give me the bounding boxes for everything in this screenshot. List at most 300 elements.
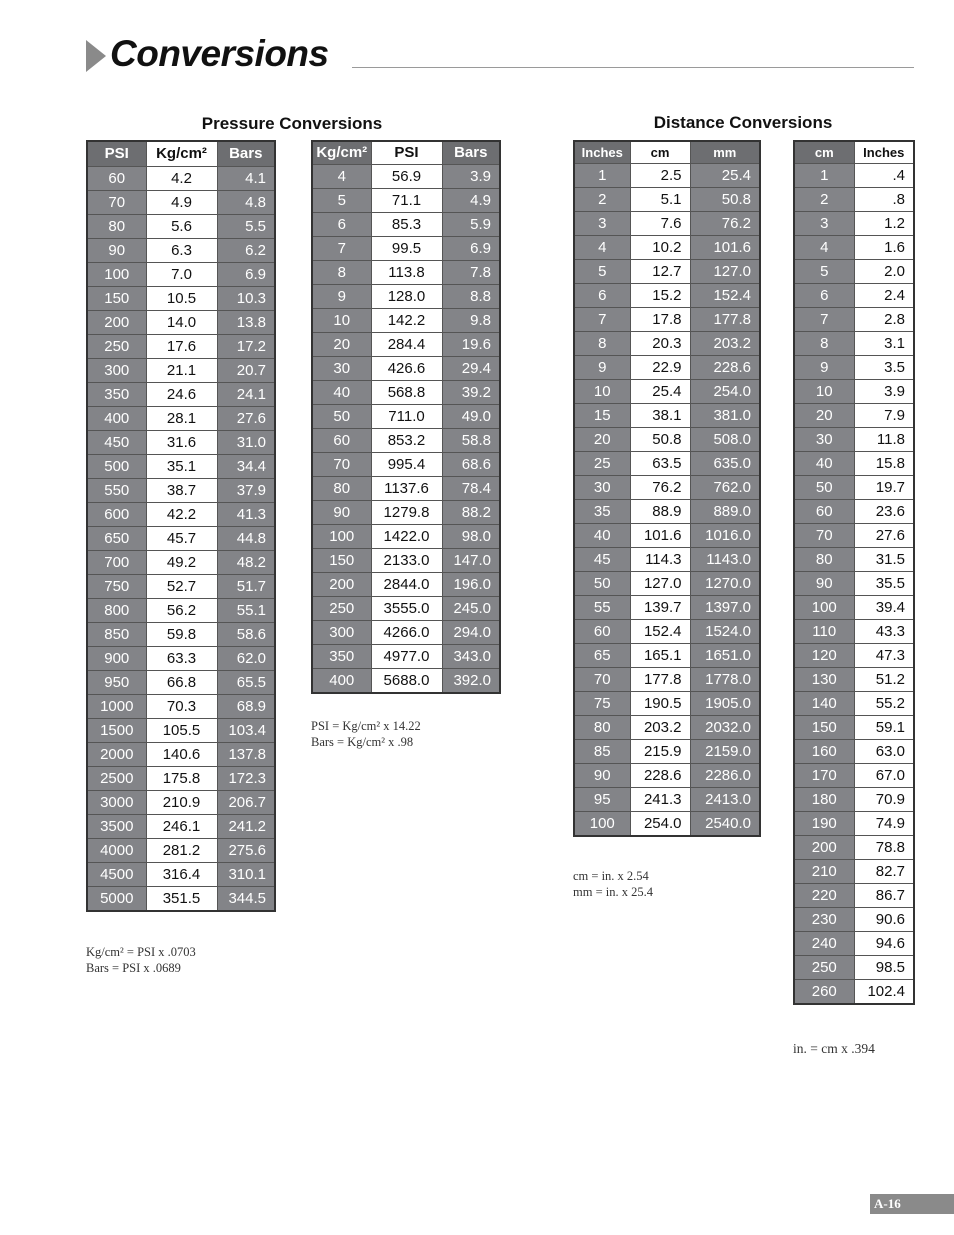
table-cell: 344.5	[217, 886, 275, 911]
table-row	[312, 668, 500, 693]
table-cell: 7	[312, 236, 371, 260]
table-cell: 568.8	[371, 380, 442, 404]
table-cell: 300	[87, 358, 146, 382]
table-cell: 8	[574, 331, 630, 355]
pressure-section-title: Pressure Conversions	[201, 114, 383, 133]
table-row	[87, 838, 275, 862]
table-row	[794, 499, 914, 523]
table-row	[312, 332, 500, 356]
table-cell: 3000	[87, 790, 146, 814]
table-row	[87, 454, 275, 478]
table-cell: 254.0	[690, 379, 760, 403]
table-row	[87, 598, 275, 622]
table-cell: 2032.0	[690, 715, 760, 739]
table-cell: 45.7	[146, 526, 217, 550]
table-row	[574, 307, 760, 331]
table-cell: 350	[312, 644, 371, 668]
table-cell: 4.9	[146, 190, 217, 214]
column-header: Bars	[442, 141, 500, 164]
table-row	[574, 475, 760, 499]
table-cell: 60	[794, 499, 854, 523]
table-cell: 5	[574, 259, 630, 283]
table-cell: 95	[574, 787, 630, 811]
table-cell: 38.1	[630, 403, 690, 427]
table-cell: 350	[87, 382, 146, 406]
cm-formula-note: in. = cm x .394	[793, 1041, 875, 1056]
table-row	[794, 763, 914, 787]
table-cell: 76.2	[690, 211, 760, 235]
table-cell: 3.5	[854, 355, 914, 379]
table-cell: 85	[574, 739, 630, 763]
table-cell: 88.9	[630, 499, 690, 523]
column-header: Kg/cm²	[146, 141, 217, 166]
table-row	[312, 212, 500, 236]
table-cell: 3	[794, 211, 854, 235]
table-cell: 110	[794, 619, 854, 643]
table-cell: 34.4	[217, 454, 275, 478]
table-cell: 5.5	[217, 214, 275, 238]
table-row	[312, 572, 500, 596]
table-cell: 150	[87, 286, 146, 310]
table-cell: 137.8	[217, 742, 275, 766]
table-cell: 7.6	[630, 211, 690, 235]
table-cell: 426.6	[371, 356, 442, 380]
table-row	[794, 451, 914, 475]
table-cell: 2.0	[854, 259, 914, 283]
table-cell: 70	[87, 190, 146, 214]
column-header: Inches	[574, 141, 630, 163]
table-cell: 800	[87, 598, 146, 622]
table-row	[87, 286, 275, 310]
table-cell: 71.1	[371, 188, 442, 212]
table-cell: 1905.0	[690, 691, 760, 715]
column-header: Bars	[217, 141, 275, 166]
table-cell: 68.9	[217, 694, 275, 718]
table-row	[312, 596, 500, 620]
table-row	[87, 190, 275, 214]
table-row	[87, 238, 275, 262]
table-row	[574, 715, 760, 739]
table-row	[794, 259, 914, 283]
page-header	[86, 34, 914, 74]
table-cell: 1397.0	[690, 595, 760, 619]
table-row	[312, 284, 500, 308]
table-cell: 3555.0	[371, 596, 442, 620]
table-cell: 67.0	[854, 763, 914, 787]
table-cell: .4	[854, 163, 914, 187]
psi-conversion-table	[86, 140, 276, 912]
table-cell: 1279.8	[371, 500, 442, 524]
column-header: PSI	[371, 141, 442, 164]
table-row	[574, 763, 760, 787]
table-row	[87, 814, 275, 838]
table-cell: 5688.0	[371, 668, 442, 693]
table-row	[312, 308, 500, 332]
table-cell: 15.8	[854, 451, 914, 475]
table-cell: 2.8	[854, 307, 914, 331]
table-cell: 175.8	[146, 766, 217, 790]
kgcm2-formula-note: PSI = Kg/cm² x 14.22 Bars = Kg/cm² x .98	[311, 719, 421, 749]
table-row	[794, 163, 914, 187]
table-row	[574, 523, 760, 547]
table-cell: 120	[794, 643, 854, 667]
table-cell: 20	[574, 427, 630, 451]
table-row	[574, 259, 760, 283]
table-cell: 177.8	[690, 307, 760, 331]
table-cell: 70	[794, 523, 854, 547]
table-cell: 70	[574, 667, 630, 691]
table-cell: 86.7	[854, 883, 914, 907]
table-cell: 9	[794, 355, 854, 379]
table-cell: 50.8	[690, 187, 760, 211]
table-row	[574, 643, 760, 667]
table-cell: 190.5	[630, 691, 690, 715]
table-cell: 35	[574, 499, 630, 523]
table-row	[574, 811, 760, 836]
table-cell: 9.8	[442, 308, 500, 332]
table-cell: 55.1	[217, 598, 275, 622]
table-cell: 10.2	[630, 235, 690, 259]
title-arrow-icon	[86, 40, 106, 72]
table-cell: 66.8	[146, 670, 217, 694]
table-cell: 1137.6	[371, 476, 442, 500]
kgcm2-conversion-table	[311, 140, 501, 694]
table-row	[574, 355, 760, 379]
table-cell: 65.5	[217, 670, 275, 694]
table-cell: 2	[574, 187, 630, 211]
table-cell: 4266.0	[371, 620, 442, 644]
table-cell: 98.5	[854, 955, 914, 979]
table-cell: 10	[574, 379, 630, 403]
table-cell: 99.5	[371, 236, 442, 260]
table-cell: 203.2	[690, 331, 760, 355]
table-cell: 30	[574, 475, 630, 499]
table-cell: 5.1	[630, 187, 690, 211]
column-header: PSI	[87, 141, 146, 166]
table-cell: 7.0	[146, 262, 217, 286]
table-cell: 200	[87, 310, 146, 334]
table-cell: 150	[312, 548, 371, 572]
table-cell: 139.7	[630, 595, 690, 619]
distance-section-title: Distance Conversions	[653, 113, 833, 132]
table-cell: 200	[794, 835, 854, 859]
column-header: cm	[794, 141, 854, 163]
table-cell: 260	[794, 979, 854, 1004]
table-row	[87, 310, 275, 334]
table-cell: 41.3	[217, 502, 275, 526]
table-cell: 27.6	[854, 523, 914, 547]
table-row	[794, 811, 914, 835]
table-cell: 392.0	[442, 668, 500, 693]
table-cell: 310.1	[217, 862, 275, 886]
table-cell: 2.5	[630, 163, 690, 187]
table-cell: 51.2	[854, 667, 914, 691]
table-row	[87, 742, 275, 766]
table-cell: 100	[574, 811, 630, 836]
table-cell: 80	[574, 715, 630, 739]
table-cell: 1.6	[854, 235, 914, 259]
table-row	[794, 427, 914, 451]
table-cell: 281.2	[146, 838, 217, 862]
table-cell: 2	[794, 187, 854, 211]
table-cell: 5000	[87, 886, 146, 911]
table-cell: 10	[794, 379, 854, 403]
table-cell: 196.0	[442, 572, 500, 596]
table-cell: 85.3	[371, 212, 442, 236]
table-cell: 1651.0	[690, 643, 760, 667]
table-cell: 50	[794, 475, 854, 499]
table-cell: 2286.0	[690, 763, 760, 787]
table-cell: 220	[794, 883, 854, 907]
table-cell: 850	[87, 622, 146, 646]
table-cell: 51.7	[217, 574, 275, 598]
table-cell: 88.2	[442, 500, 500, 524]
table-cell: 101.6	[690, 235, 760, 259]
table-cell: 98.0	[442, 524, 500, 548]
table-row	[87, 622, 275, 646]
table-cell: 31.0	[217, 430, 275, 454]
table-row	[574, 499, 760, 523]
table-cell: 4000	[87, 838, 146, 862]
table-cell: 10.5	[146, 286, 217, 310]
table-cell: 2000	[87, 742, 146, 766]
table-cell: 700	[87, 550, 146, 574]
table-cell: 3	[574, 211, 630, 235]
table-cell: 5.6	[146, 214, 217, 238]
table-row	[794, 883, 914, 907]
table-row	[87, 766, 275, 790]
table-cell: 711.0	[371, 404, 442, 428]
table-cell: 58.6	[217, 622, 275, 646]
table-cell: 241.3	[630, 787, 690, 811]
table-row	[87, 358, 275, 382]
cm-conversion-table	[793, 140, 915, 1005]
table-cell: 1143.0	[690, 547, 760, 571]
table-cell: 1422.0	[371, 524, 442, 548]
table-cell: 11.8	[854, 427, 914, 451]
table-row	[312, 452, 500, 476]
table-cell: 24.1	[217, 382, 275, 406]
table-cell: 250	[87, 334, 146, 358]
table-cell: 381.0	[690, 403, 760, 427]
table-cell: 48.2	[217, 550, 275, 574]
table-cell: 50	[312, 404, 371, 428]
table-cell: 241.2	[217, 814, 275, 838]
table-cell: 75	[574, 691, 630, 715]
table-cell: 4	[794, 235, 854, 259]
table-cell: 142.2	[371, 308, 442, 332]
table-row	[794, 235, 914, 259]
table-row	[312, 380, 500, 404]
table-row	[794, 475, 914, 499]
table-cell: 762.0	[690, 475, 760, 499]
table-row	[794, 643, 914, 667]
table-row	[794, 571, 914, 595]
table-cell: 8.8	[442, 284, 500, 308]
table-cell: 80	[312, 476, 371, 500]
table-cell: 23.6	[854, 499, 914, 523]
table-row	[87, 862, 275, 886]
table-row	[87, 478, 275, 502]
table-cell: 52.7	[146, 574, 217, 598]
table-cell: 343.0	[442, 644, 500, 668]
table-cell: 28.1	[146, 406, 217, 430]
table-cell: 127.0	[630, 571, 690, 595]
table-cell: 4.8	[217, 190, 275, 214]
table-cell: 508.0	[690, 427, 760, 451]
table-cell: 6	[574, 283, 630, 307]
table-row	[574, 667, 760, 691]
table-cell: 1778.0	[690, 667, 760, 691]
table-cell: 294.0	[442, 620, 500, 644]
table-cell: 47.3	[854, 643, 914, 667]
table-cell: 30	[794, 427, 854, 451]
table-cell: 31.6	[146, 430, 217, 454]
table-row	[87, 406, 275, 430]
table-cell: 25.4	[690, 163, 760, 187]
table-cell: 31.5	[854, 547, 914, 571]
table-cell: 240	[794, 931, 854, 955]
table-cell: 254.0	[630, 811, 690, 836]
table-row	[794, 955, 914, 979]
table-cell: 130	[794, 667, 854, 691]
table-cell: 15.2	[630, 283, 690, 307]
table-cell: 24.6	[146, 382, 217, 406]
table-cell: 140	[794, 691, 854, 715]
table-cell: 103.4	[217, 718, 275, 742]
table-cell: 300	[312, 620, 371, 644]
table-row	[794, 859, 914, 883]
table-cell: 635.0	[690, 451, 760, 475]
table-row	[87, 670, 275, 694]
table-cell: 275.6	[217, 838, 275, 862]
table-cell: 250	[794, 955, 854, 979]
table-cell: 59.8	[146, 622, 217, 646]
table-row	[574, 451, 760, 475]
table-cell: 62.0	[217, 646, 275, 670]
table-cell: .8	[854, 187, 914, 211]
table-cell: 1.2	[854, 211, 914, 235]
table-cell: 10	[312, 308, 371, 332]
table-cell: 180	[794, 787, 854, 811]
table-cell: 4977.0	[371, 644, 442, 668]
table-cell: 100	[312, 524, 371, 548]
table-cell: 2.4	[854, 283, 914, 307]
table-row	[574, 595, 760, 619]
table-row	[794, 187, 914, 211]
table-row	[312, 260, 500, 284]
table-cell: 7.8	[442, 260, 500, 284]
table-cell: 3.9	[854, 379, 914, 403]
table-row	[574, 379, 760, 403]
inches-conversion-table	[573, 140, 761, 837]
table-cell: 49.0	[442, 404, 500, 428]
table-cell: 40	[574, 523, 630, 547]
table-row	[312, 236, 500, 260]
table-cell: 600	[87, 502, 146, 526]
table-row	[87, 526, 275, 550]
table-cell: 40	[312, 380, 371, 404]
table-row	[794, 523, 914, 547]
table-cell: 400	[87, 406, 146, 430]
table-cell: 35.1	[146, 454, 217, 478]
table-cell: 6.2	[217, 238, 275, 262]
table-cell: 1524.0	[690, 619, 760, 643]
table-cell: 7	[574, 307, 630, 331]
table-row	[312, 356, 500, 380]
table-cell: 102.4	[854, 979, 914, 1004]
table-cell: 42.2	[146, 502, 217, 526]
table-cell: 650	[87, 526, 146, 550]
table-cell: 78.4	[442, 476, 500, 500]
table-cell: 70	[312, 452, 371, 476]
table-cell: 55	[574, 595, 630, 619]
table-cell: 1000	[87, 694, 146, 718]
table-cell: 63.5	[630, 451, 690, 475]
table-cell: 90	[574, 763, 630, 787]
table-cell: 5.9	[442, 212, 500, 236]
table-cell: 127.0	[690, 259, 760, 283]
table-cell: 80	[87, 214, 146, 238]
table-cell: 100	[794, 595, 854, 619]
table-row	[794, 979, 914, 1004]
table-cell: 94.6	[854, 931, 914, 955]
table-row	[794, 211, 914, 235]
table-cell: 2159.0	[690, 739, 760, 763]
table-cell: 40	[794, 451, 854, 475]
table-cell: 889.0	[690, 499, 760, 523]
table-row	[574, 283, 760, 307]
table-cell: 4.1	[217, 166, 275, 190]
table-cell: 20.3	[630, 331, 690, 355]
table-row	[574, 235, 760, 259]
table-cell: 90.6	[854, 907, 914, 931]
table-cell: 60	[574, 619, 630, 643]
table-cell: 228.6	[630, 763, 690, 787]
table-row	[87, 262, 275, 286]
table-row	[574, 571, 760, 595]
table-row	[794, 403, 914, 427]
table-cell: 37.9	[217, 478, 275, 502]
table-cell: 450	[87, 430, 146, 454]
table-cell: 4	[574, 235, 630, 259]
table-row	[574, 619, 760, 643]
table-cell: 995.4	[371, 452, 442, 476]
table-cell: 2133.0	[371, 548, 442, 572]
table-cell: 246.1	[146, 814, 217, 838]
table-row	[574, 187, 760, 211]
table-cell: 63.3	[146, 646, 217, 670]
table-cell: 58.8	[442, 428, 500, 452]
table-cell: 316.4	[146, 862, 217, 886]
table-cell: 5	[794, 259, 854, 283]
table-cell: 351.5	[146, 886, 217, 911]
table-cell: 17.8	[630, 307, 690, 331]
table-cell: 90	[794, 571, 854, 595]
table-cell: 19.7	[854, 475, 914, 499]
table-row	[87, 646, 275, 670]
table-cell: 2844.0	[371, 572, 442, 596]
table-cell: 113.8	[371, 260, 442, 284]
table-cell: 56.2	[146, 598, 217, 622]
table-cell: 500	[87, 454, 146, 478]
table-cell: 2413.0	[690, 787, 760, 811]
table-cell: 13.8	[217, 310, 275, 334]
page-number-badge: A-16	[870, 1194, 954, 1214]
table-row	[794, 931, 914, 955]
table-row	[574, 211, 760, 235]
table-cell: 228.6	[690, 355, 760, 379]
